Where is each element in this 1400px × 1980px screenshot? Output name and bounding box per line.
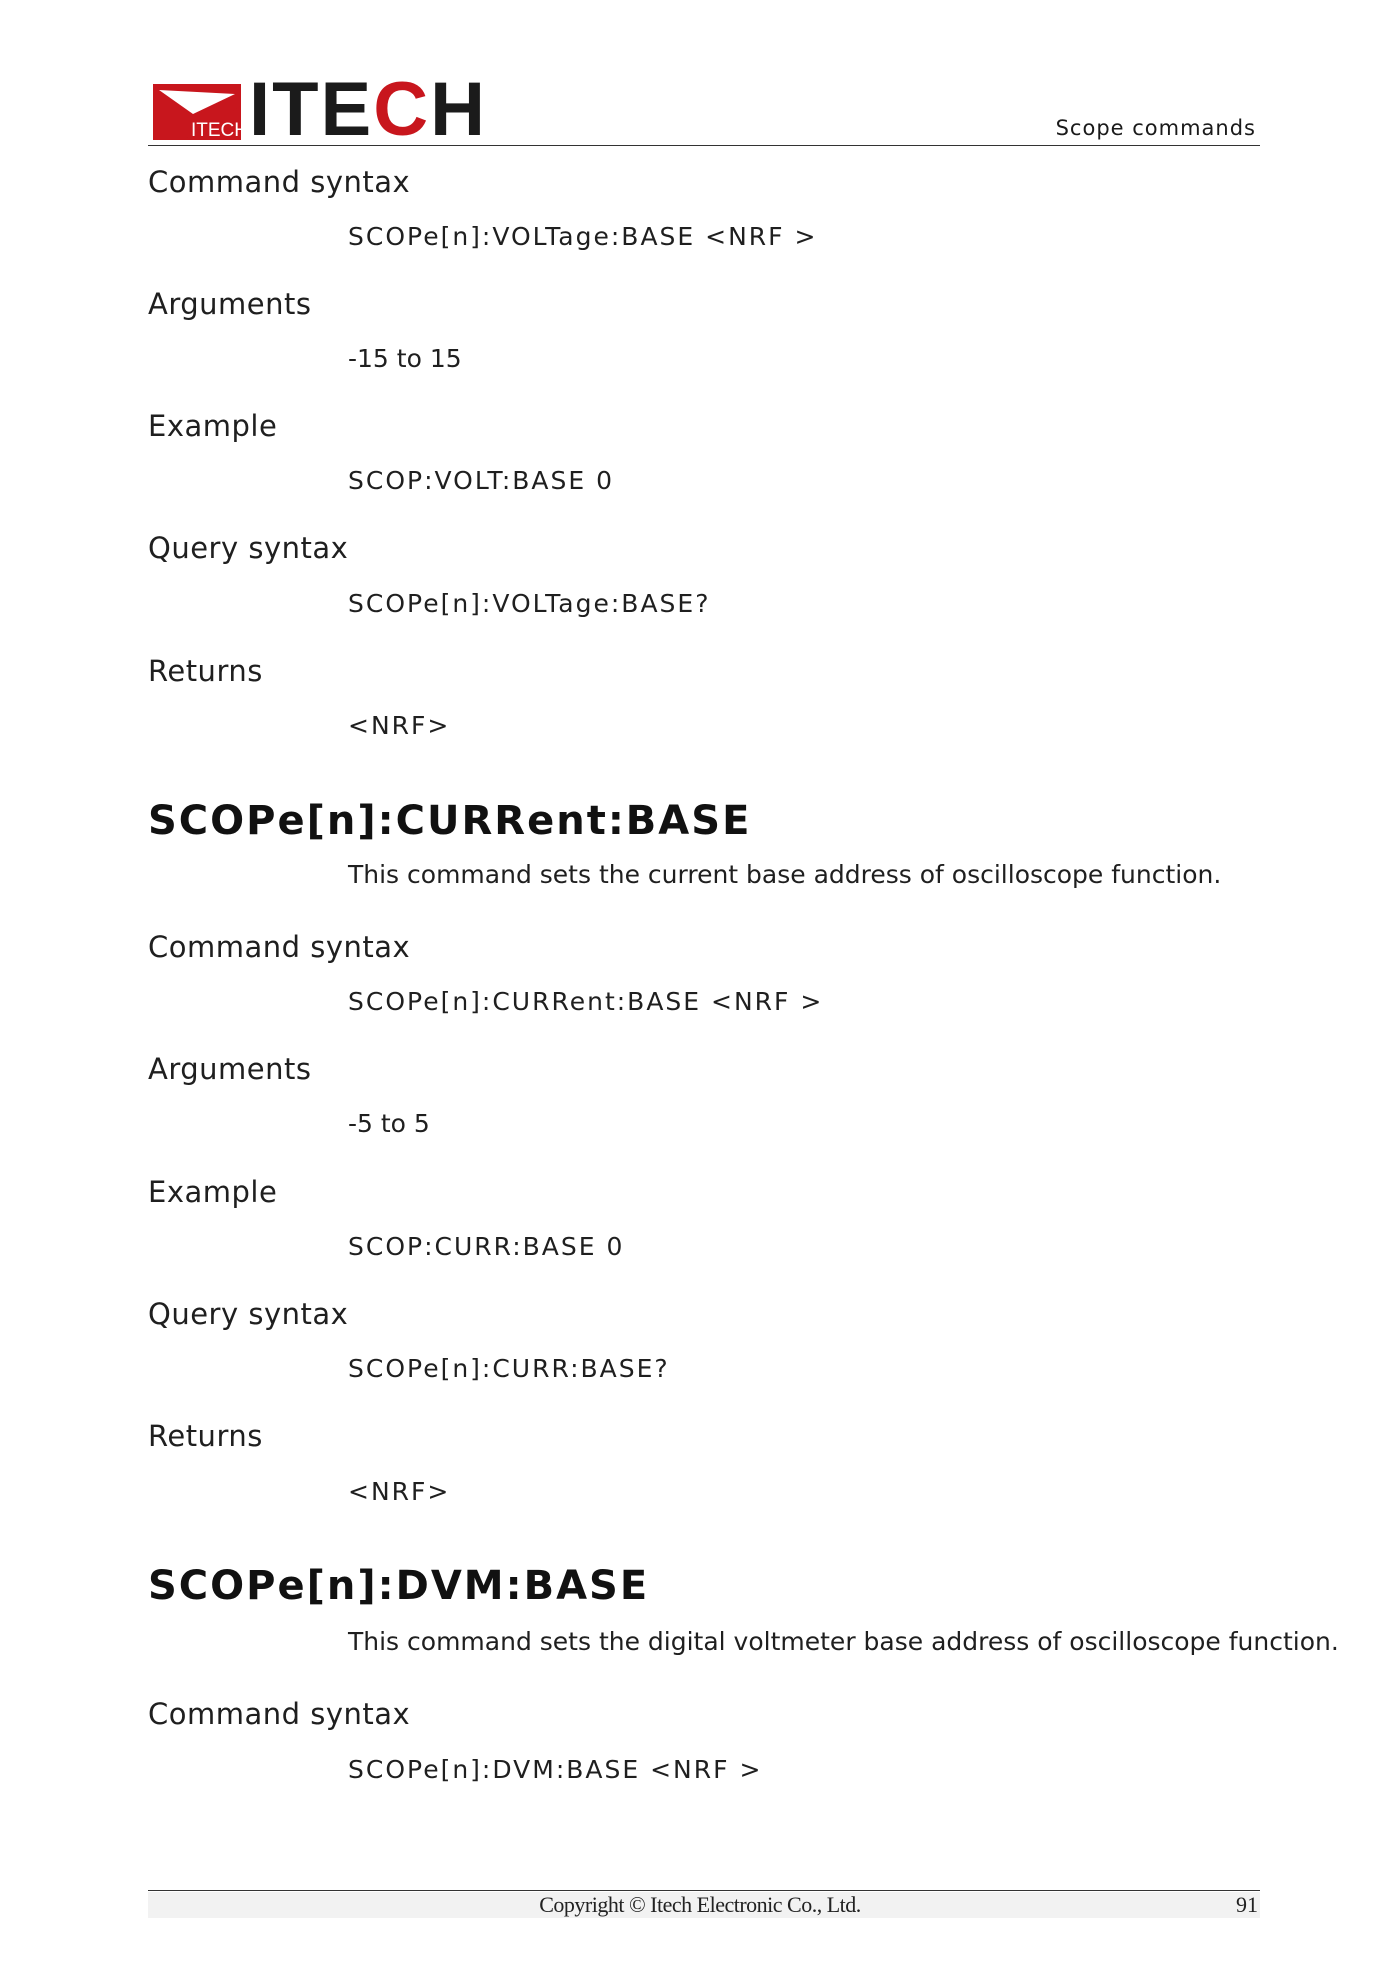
returns-value: <NRF> [348, 711, 451, 740]
query-syntax-label: Query syntax [148, 531, 349, 565]
itech-logo [153, 67, 488, 152]
arguments-label: Arguments [148, 1052, 312, 1086]
itech-logo-wordmark: ITECH [249, 67, 488, 152]
example-value: SCOP:VOLT:BASE 0 [348, 466, 615, 495]
command-title: SCOPe[n]:DVM:BASE [148, 1563, 650, 1609]
command-syntax-label: Command syntax [148, 930, 411, 964]
command-description: This command sets the current base address of oscilloscope function. [348, 860, 1222, 889]
arguments-value: -5 to 5 [348, 1109, 430, 1138]
command-syntax: SCOPe[n]:CURRent:BASE <NRF > [348, 987, 824, 1016]
svg-text:ITECH: ITECH [191, 120, 248, 141]
page-number: 91 [1236, 1892, 1258, 1917]
page-header [148, 67, 1260, 152]
returns-value: <NRF> [348, 1477, 451, 1506]
command-syntax-label: Command syntax [148, 1697, 411, 1731]
example-label: Example [148, 1175, 278, 1209]
arguments-label: Arguments [148, 287, 312, 321]
query-syntax-label: Query syntax [148, 1297, 349, 1331]
itech-logo-mark-icon [153, 84, 248, 141]
returns-label: Returns [148, 1419, 263, 1453]
command-description: This command sets the digital voltmeter base address of oscilloscope function. [348, 1627, 1339, 1656]
running-head: Scope commands [1055, 116, 1256, 140]
query-syntax: SCOPe[n]:CURR:BASE? [348, 1354, 670, 1383]
example-value: SCOP:CURR:BASE 0 [348, 1232, 625, 1261]
command-syntax: SCOPe[n]:DVM:BASE <NRF > [348, 1755, 763, 1784]
copyright-notice: Copyright © Itech Electronic Co., Ltd. [539, 1892, 861, 1917]
returns-label: Returns [148, 654, 263, 688]
query-syntax: SCOPe[n]:VOLTage:BASE? [348, 589, 711, 618]
command-syntax: SCOPe[n]:VOLTage:BASE <NRF > [348, 222, 818, 251]
arguments-value: -15 to 15 [348, 344, 462, 373]
command-syntax-label: Command syntax [148, 165, 411, 199]
example-label: Example [148, 409, 278, 443]
footer-divider [148, 1890, 1260, 1891]
command-title: SCOPe[n]:CURRent:BASE [148, 798, 752, 844]
header-divider [148, 145, 1260, 146]
